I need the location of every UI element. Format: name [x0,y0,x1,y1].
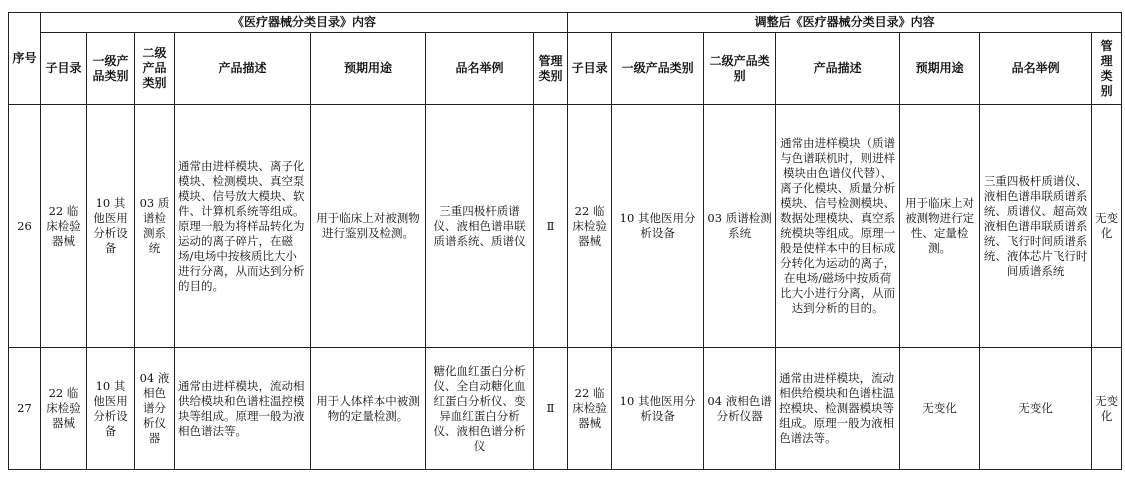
row-seq: 26 [9,105,41,348]
original-cat2-cell: 04 液相色谱分析仪器 [135,348,175,470]
original-use-cell: 用于人体样本中被测物的定量检测。 [311,348,426,470]
adjusted-cat2-cell: 03 质谱检测系统 [704,105,776,348]
original-examples-cell: 三重四极杆质谱仪、液相色谱串联质谱系统、质谱仪 [426,105,534,348]
adjusted-mgmt-cell: 无变化 [1092,105,1122,348]
row-seq: 27 [9,348,41,470]
original-cat1-header: 一级产品类别 [87,33,135,105]
adjusted-use-cell: 无变化 [900,348,980,470]
adjusted-examples-header: 品名举例 [980,33,1092,105]
adjusted-cat2-header: 二级产品类别 [704,33,776,105]
original-cat1-cell: 10 其他医用分析设备 [87,348,135,470]
original-desc-cell: 通常由进样模块、离子化模块、检测模块、真空泵模块、信号放大模块、软件、计算机系统等组成。原理一般为将样品转化为运动的离子碎片，在磁场/电场中按核质比大小进行分离，从而达到分析的目的。 [175,105,311,348]
adjusted-sub-cell: 22 临床检验器械 [568,348,612,470]
adjusted-sub-cell: 22 临床检验器械 [568,105,612,348]
table-row [9,348,1122,470]
classification-comparison-table [8,12,1122,470]
original-examples-header: 品名举例 [426,33,534,105]
original-examples-cell: 糖化血红蛋白分析仪、全自动糖化血红蛋白分析仪、变异血红蛋白分析仪、液相色谱分析仪 [426,348,534,470]
original-desc-header: 产品描述 [175,33,311,105]
adjusted-cat2-cell: 04 液相色谱分析仪器 [704,348,776,470]
original-mgmt-header: 管理类别 [534,33,568,105]
adjusted-cat1-header: 一级产品类别 [612,33,704,105]
classification-table-wrapper [8,12,1122,470]
original-mgmt-cell: Ⅱ [534,348,568,470]
original-sub-cell: 22 临床检验器械 [41,105,87,348]
adjusted-examples-cell: 无变化 [980,348,1092,470]
original-sub-cell: 22 临床检验器械 [41,348,87,470]
original-cat1-cell: 10 其他医用分析设备 [87,105,135,348]
original-catalog-header: 《医疗器械分类目录》内容 [41,13,568,33]
adjusted-use-header: 预期用途 [900,33,980,105]
original-sub-header: 子目录 [41,33,87,105]
adjusted-desc-cell: 通常由进样模块（质谱与色谱联机时，则进样模块由色谱仪代替）、离子化模块、质量分析模块、信号检测模块、数据处理模块、真空系统模块等组成。原理一般是使样本中的目标成分转化为运动的离子，在电场/磁场中按质荷比大小进行分离，从而达到分析的目的。 [776,105,900,348]
adjusted-mgmt-header: 管理类别 [1092,33,1122,105]
adjusted-catalog-header: 调整后《医疗器械分类目录》内容 [568,13,1122,33]
original-cat2-header: 二级产品类别 [135,33,175,105]
adjusted-use-cell: 用于临床上对被测物进行定性、定量检测。 [900,105,980,348]
seq-header: 序号 [9,13,41,105]
adjusted-desc-header: 产品描述 [776,33,900,105]
adjusted-desc-cell: 通常由进样模块，流动相供给模块和色谱柱温控模块、检测器模块等组成。原理一般为液相色谱法等。 [776,348,900,470]
original-cat2-cell: 03 质谱检测系统 [135,105,175,348]
adjusted-sub-header: 子目录 [568,33,612,105]
original-use-cell: 用于临床上对被测物进行鉴别及检测。 [311,105,426,348]
adjusted-mgmt-cell: 无变化 [1092,348,1122,470]
adjusted-cat1-cell: 10 其他医用分析设备 [612,105,704,348]
original-use-header: 预期用途 [311,33,426,105]
table-row [9,105,1122,348]
original-mgmt-cell: Ⅱ [534,105,568,348]
original-desc-cell: 通常由进样模块，流动相供给模块和色谱柱温控模块等组成。原理一般为液相色谱法等。 [175,348,311,470]
adjusted-examples-cell: 三重四极杆质谱仪、液相色谱串联质谱系统、质谱仪、超高效液相色谱串联质谱系统、飞行时间质谱系统、液体芯片飞行时间质谱系统 [980,105,1092,348]
adjusted-cat1-cell: 10 其他医用分析设备 [612,348,704,470]
